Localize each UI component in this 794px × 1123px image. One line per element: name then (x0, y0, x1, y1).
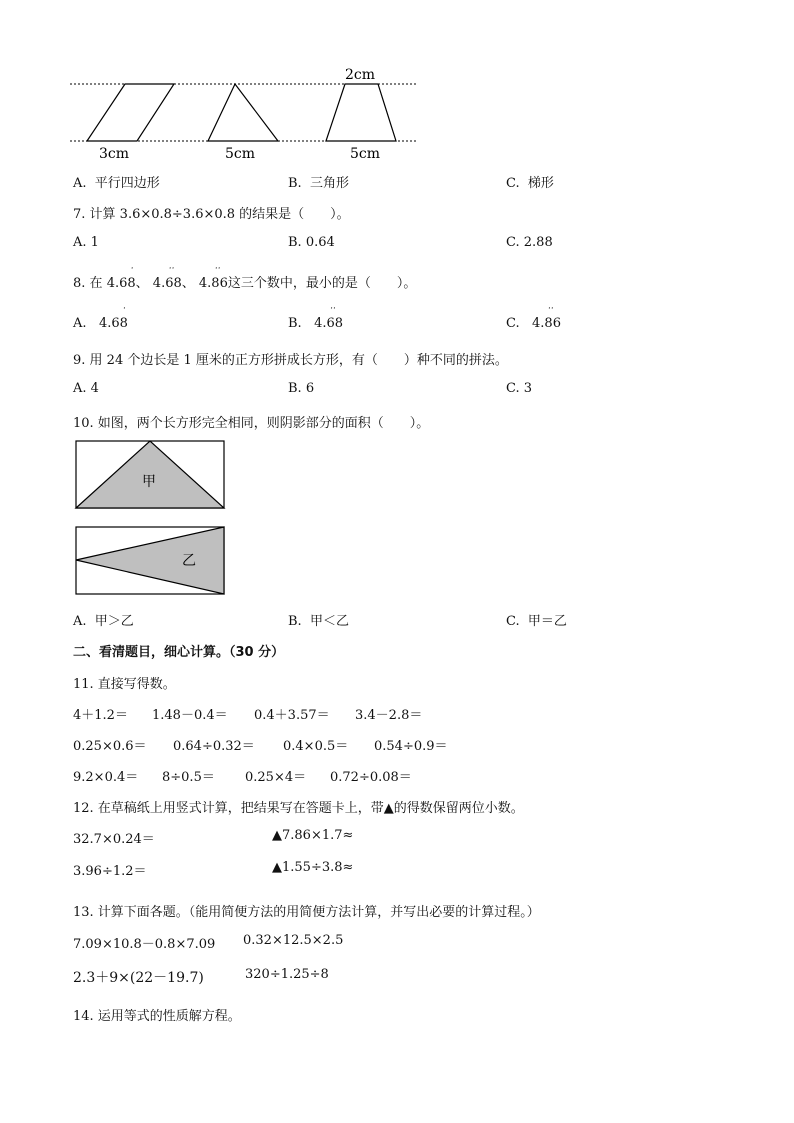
q11-item: 4＋1.2＝ (73, 708, 128, 723)
q14-stem: 14. 运用等式的性质解方程。 (73, 1009, 241, 1024)
q6-figure (60, 60, 430, 165)
option-letter: C. (506, 316, 520, 331)
number: 4.86 (198, 276, 228, 291)
option-text: 三角形 (309, 176, 349, 191)
q6-option-a[interactable] (73, 172, 160, 191)
separator: 、 (181, 276, 195, 291)
number: 4.68 (152, 276, 182, 291)
q13-item: 0.32×12.5×2.5 (243, 933, 344, 948)
option-text: 4 (90, 381, 99, 396)
option-letter: B. (288, 316, 302, 331)
option-text: 甲＝乙 (527, 614, 567, 629)
q11-item: 9.2×0.4＝ (73, 770, 139, 785)
option-letter: B. (288, 381, 302, 396)
trapezoid-shape (326, 84, 396, 141)
option-letter: B. (288, 614, 302, 629)
option-letter: A. (73, 381, 87, 396)
option-letter: B. (288, 235, 302, 250)
option-text: 1 (90, 235, 99, 250)
number: 4.86 (532, 316, 561, 331)
option-text: 2.88 (523, 235, 553, 250)
number: 4.68 (106, 276, 136, 291)
option-letter: C. (506, 235, 520, 250)
section-2-title: 二、看清题目，细心计算。（30 分） (73, 645, 285, 660)
repeat-dots: ·· (168, 264, 175, 274)
q11-item: 0.25×4＝ (245, 770, 307, 785)
q11-item: 3.4－2.8＝ (355, 708, 423, 723)
option-text: 甲＞乙 (94, 614, 134, 629)
label-yi: 乙 (182, 553, 196, 569)
q10-option-b[interactable] (288, 610, 349, 629)
q11-stem: 11. 直接写得数。 (73, 677, 176, 692)
q8-suffix: 这三个数中，最小的是（ ）。 (227, 276, 417, 291)
q8-option-c[interactable] (506, 304, 561, 331)
repeating-decimal (532, 304, 561, 331)
q7-option-c[interactable] (506, 235, 553, 250)
option-letter: B. (288, 176, 302, 191)
q6-option-b[interactable] (288, 172, 349, 191)
separator: 、 (135, 276, 149, 291)
repeating-decimal-3 (198, 264, 228, 291)
q8-option-a[interactable] (73, 304, 128, 331)
option-text: 3 (523, 381, 533, 396)
q7-stem: 7. 计算 3.6×0.8÷3.6×0.8 的结果是（ ）。 (73, 207, 350, 222)
q9-stem: 9. 用 24 个边长是 1 厘米的正方形拼成长方形，有（ ）种不同的拼法。 (73, 353, 508, 368)
label-jia: 甲 (142, 474, 156, 490)
trapezoid-base-label: 5cm (350, 146, 381, 162)
option-letter: C. (506, 381, 520, 396)
q11-item: 0.25×0.6＝ (73, 739, 147, 754)
q13-item: 2.3＋9×(22－19.7) (73, 970, 204, 986)
repeat-dot: · (130, 264, 134, 274)
option-text: 梯形 (527, 176, 554, 191)
q11-item: 1.48－0.4＝ (152, 708, 228, 723)
triangle-base-label: 5cm (225, 146, 256, 162)
option-text: 平行四边形 (94, 176, 160, 191)
q9-option-a[interactable] (73, 381, 99, 396)
triangle-shape (208, 84, 278, 141)
option-letter: C. (506, 614, 520, 629)
q12-item: 32.7×0.24＝ (73, 832, 155, 847)
q9-option-c[interactable] (506, 381, 532, 396)
q11-item: 0.64÷0.32＝ (173, 739, 255, 754)
option-letter: A. (73, 176, 87, 191)
repeat-dots: ·· (214, 264, 221, 274)
q11-item: 0.4＋3.57＝ (254, 708, 330, 723)
trapezoid-top-label: 2cm (345, 67, 376, 83)
repeating-decimal (314, 304, 344, 331)
option-letter: A. (73, 614, 87, 629)
number: 4.68 (98, 316, 128, 331)
q8-stem (73, 264, 417, 291)
q10-figure (70, 436, 235, 601)
parallelogram-shape (87, 84, 174, 141)
q13-item: 320÷1.25÷8 (245, 967, 329, 982)
parallelogram-base-label: 3cm (99, 146, 130, 162)
q12-item: ▲1.55÷3.8≈ (272, 860, 354, 875)
q11-item: 0.4×0.5＝ (283, 739, 349, 754)
q9-option-b[interactable] (288, 381, 314, 396)
q8-option-b[interactable] (288, 304, 344, 331)
option-text: 6 (305, 381, 315, 396)
q13-stem: 13. 计算下面各题。（能用简便方法的用简便方法计算，并写出必要的计算过程。） (73, 905, 540, 920)
repeating-decimal-2 (152, 264, 182, 291)
option-letter: C. (506, 176, 520, 191)
repeat-dots: ·· (330, 304, 336, 314)
q6-option-c[interactable] (506, 172, 554, 191)
q11-item: 0.72÷0.08＝ (330, 770, 412, 785)
q12-item: 3.96÷1.2＝ (73, 864, 147, 879)
q7-option-a[interactable] (73, 235, 99, 250)
repeat-dots: ·· (548, 304, 554, 314)
option-letter: A. (73, 235, 87, 250)
option-text: 0.64 (305, 235, 335, 250)
repeating-decimal (98, 304, 128, 331)
option-text: 甲＜乙 (309, 614, 349, 629)
q10-option-c[interactable] (506, 610, 567, 629)
q12-item: ▲7.86×1.7≈ (272, 828, 354, 843)
number: 4.68 (314, 316, 344, 331)
q8-prefix: 8. 在 (73, 276, 103, 291)
q11-item: 8÷0.5＝ (162, 770, 215, 785)
repeat-dot: · (122, 304, 126, 314)
q13-item: 7.09×10.8－0.8×7.09 (73, 937, 216, 952)
q7-option-b[interactable] (288, 235, 335, 250)
option-letter: A. (73, 316, 87, 331)
q12-stem: 12. 在草稿纸上用竖式计算，把结果写在答题卡上，带▲的得数保留两位小数。 (73, 801, 524, 816)
q10-stem: 10. 如图，两个长方形完全相同，则阴影部分的面积（ ）。 (73, 416, 430, 431)
q11-item: 0.54÷0.9＝ (374, 739, 448, 754)
q10-option-a[interactable] (73, 610, 134, 629)
repeating-decimal-1 (106, 264, 136, 291)
